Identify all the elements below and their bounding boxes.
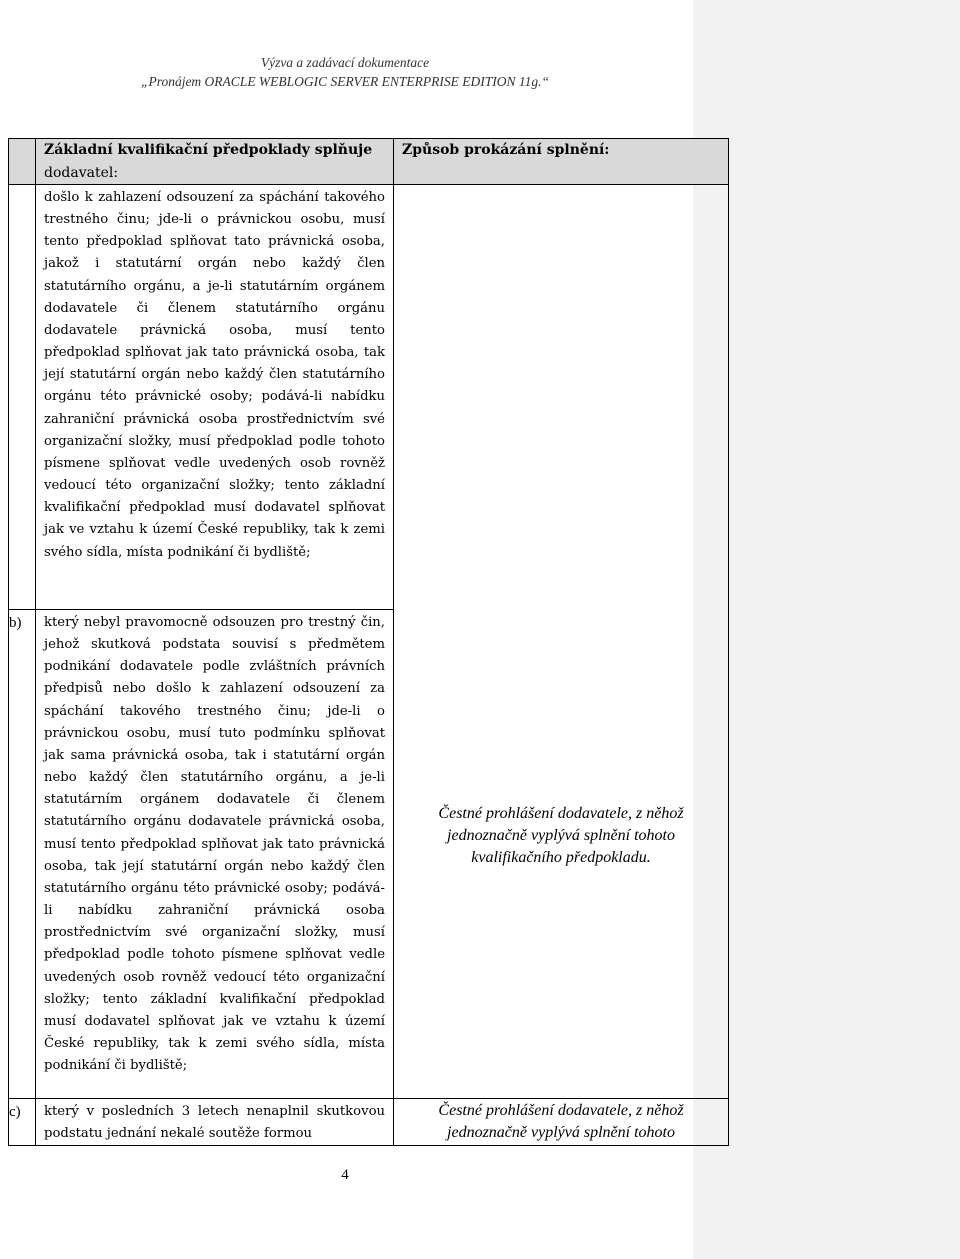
row-requirement-cell xyxy=(36,610,394,1099)
row-mark-cell xyxy=(9,1099,36,1146)
requirement-column-title-cont: dodavatel: xyxy=(44,164,119,181)
requirement-text: došlo k zahlazení odsouzení za spáchání takového trestného činu; jde-li o právnickou osobu, musí tento předpoklad splňovat tato právnická osoba, jakož i statutární orgán nebo každý člen statutárního orgánu, a je-li statutárním orgánem dodavatele či členem statutárního orgánu dodavatele právnická osoba, musí tento předpoklad splňovat jak tato právnická osoba, tak její statutární orgán nebo každý člen statutárního orgánu této právnické osoby; podává-li nabídku zahraniční právnická osoba prostřednictvím své organizační složky, musí předpoklad podle tohoto písmene splňovat vedle uvedených osob rovněž vedoucí této organizační složky; tento základní kvalifikační předpoklad musí dodavatel splňovat jak ve vztahu k území České republiky, tak k zemi svého sídla, místa podnikání či bydliště; xyxy=(44,190,385,560)
table-header-row xyxy=(9,139,729,185)
document-header-line-2: „Pronájem ORACLE WEBLOGIC SERVER ENTERPRISE EDITION 11g.“ xyxy=(140,74,550,89)
row-proof-cell xyxy=(394,1099,729,1146)
row-requirement-cell xyxy=(36,1099,394,1146)
row-mark: c) xyxy=(9,1104,21,1120)
right-margin-panel xyxy=(693,0,960,1259)
requirement-text: který nebyl pravomocně odsouzen pro trestný čin, jehož skutková podstata souvisí s předmětem podnikání dodavatele podle zvláštních právních předpisů nebo došlo k zahlazení odsouzení za spáchání takového trestného činu; jde-li o právnickou osobu, musí tuto podmínku splňovat jak sama právnická osoba, tak i statutární orgán nebo každý člen statutárního orgánu, a je-li statutárním orgánem dodavatele či členem statutárního orgánu dodavatele právnická osoba, musí tento předpoklad splňovat jak tato právnická osoba, tak její statutární orgán nebo každý člen statutárního orgánu této právnické osoby; podává-li nabídku zahraniční právnická osoba prostřednictvím své organizační složky, musí předpoklad podle tohoto písmene splňovat vedle uvedených osob rovněž vedoucí této organizační složky; tento základní kvalifikační předpoklad musí dodavatel splňovat jak ve vztahu k území České republiky, tak k zemi svého sídla, místa podnikání či bydliště; xyxy=(44,615,385,1074)
proof-text: Čestné prohlášení dodavatele, z něhož jednoznačně vyplývá splnění tohoto xyxy=(438,1102,684,1141)
table-row xyxy=(9,185,729,610)
page-number: 4 xyxy=(341,1167,349,1183)
proof-text: Čestné prohlášení dodavatele, z něhož jednoznačně vyplývá splnění tohoto kvalifikačního předpokladu. xyxy=(438,805,684,866)
row-proof-cell xyxy=(394,185,729,1099)
header-requirement-cell xyxy=(36,139,394,185)
table-row xyxy=(9,1099,729,1146)
header-mark-cell xyxy=(9,139,36,185)
row-mark: b) xyxy=(9,615,22,631)
requirement-column-title: Základní kvalifikační předpoklady splňuje dodavatel: xyxy=(44,142,373,181)
document-header-line-1: Výzva a zadávací dokumentace xyxy=(260,55,430,70)
row-mark-cell xyxy=(9,185,36,610)
row-mark-cell xyxy=(9,610,36,1099)
qualification-table xyxy=(8,138,729,1146)
proof-column-title: Způsob prokázání splnění: xyxy=(402,142,610,158)
requirement-text: který v posledních 3 letech nenaplnil skutkovou podstatu jednání nekalé soutěže formou xyxy=(44,1104,385,1142)
header-proof-cell xyxy=(394,139,729,185)
row-mark xyxy=(9,185,35,188)
row-requirement-cell xyxy=(36,185,394,610)
